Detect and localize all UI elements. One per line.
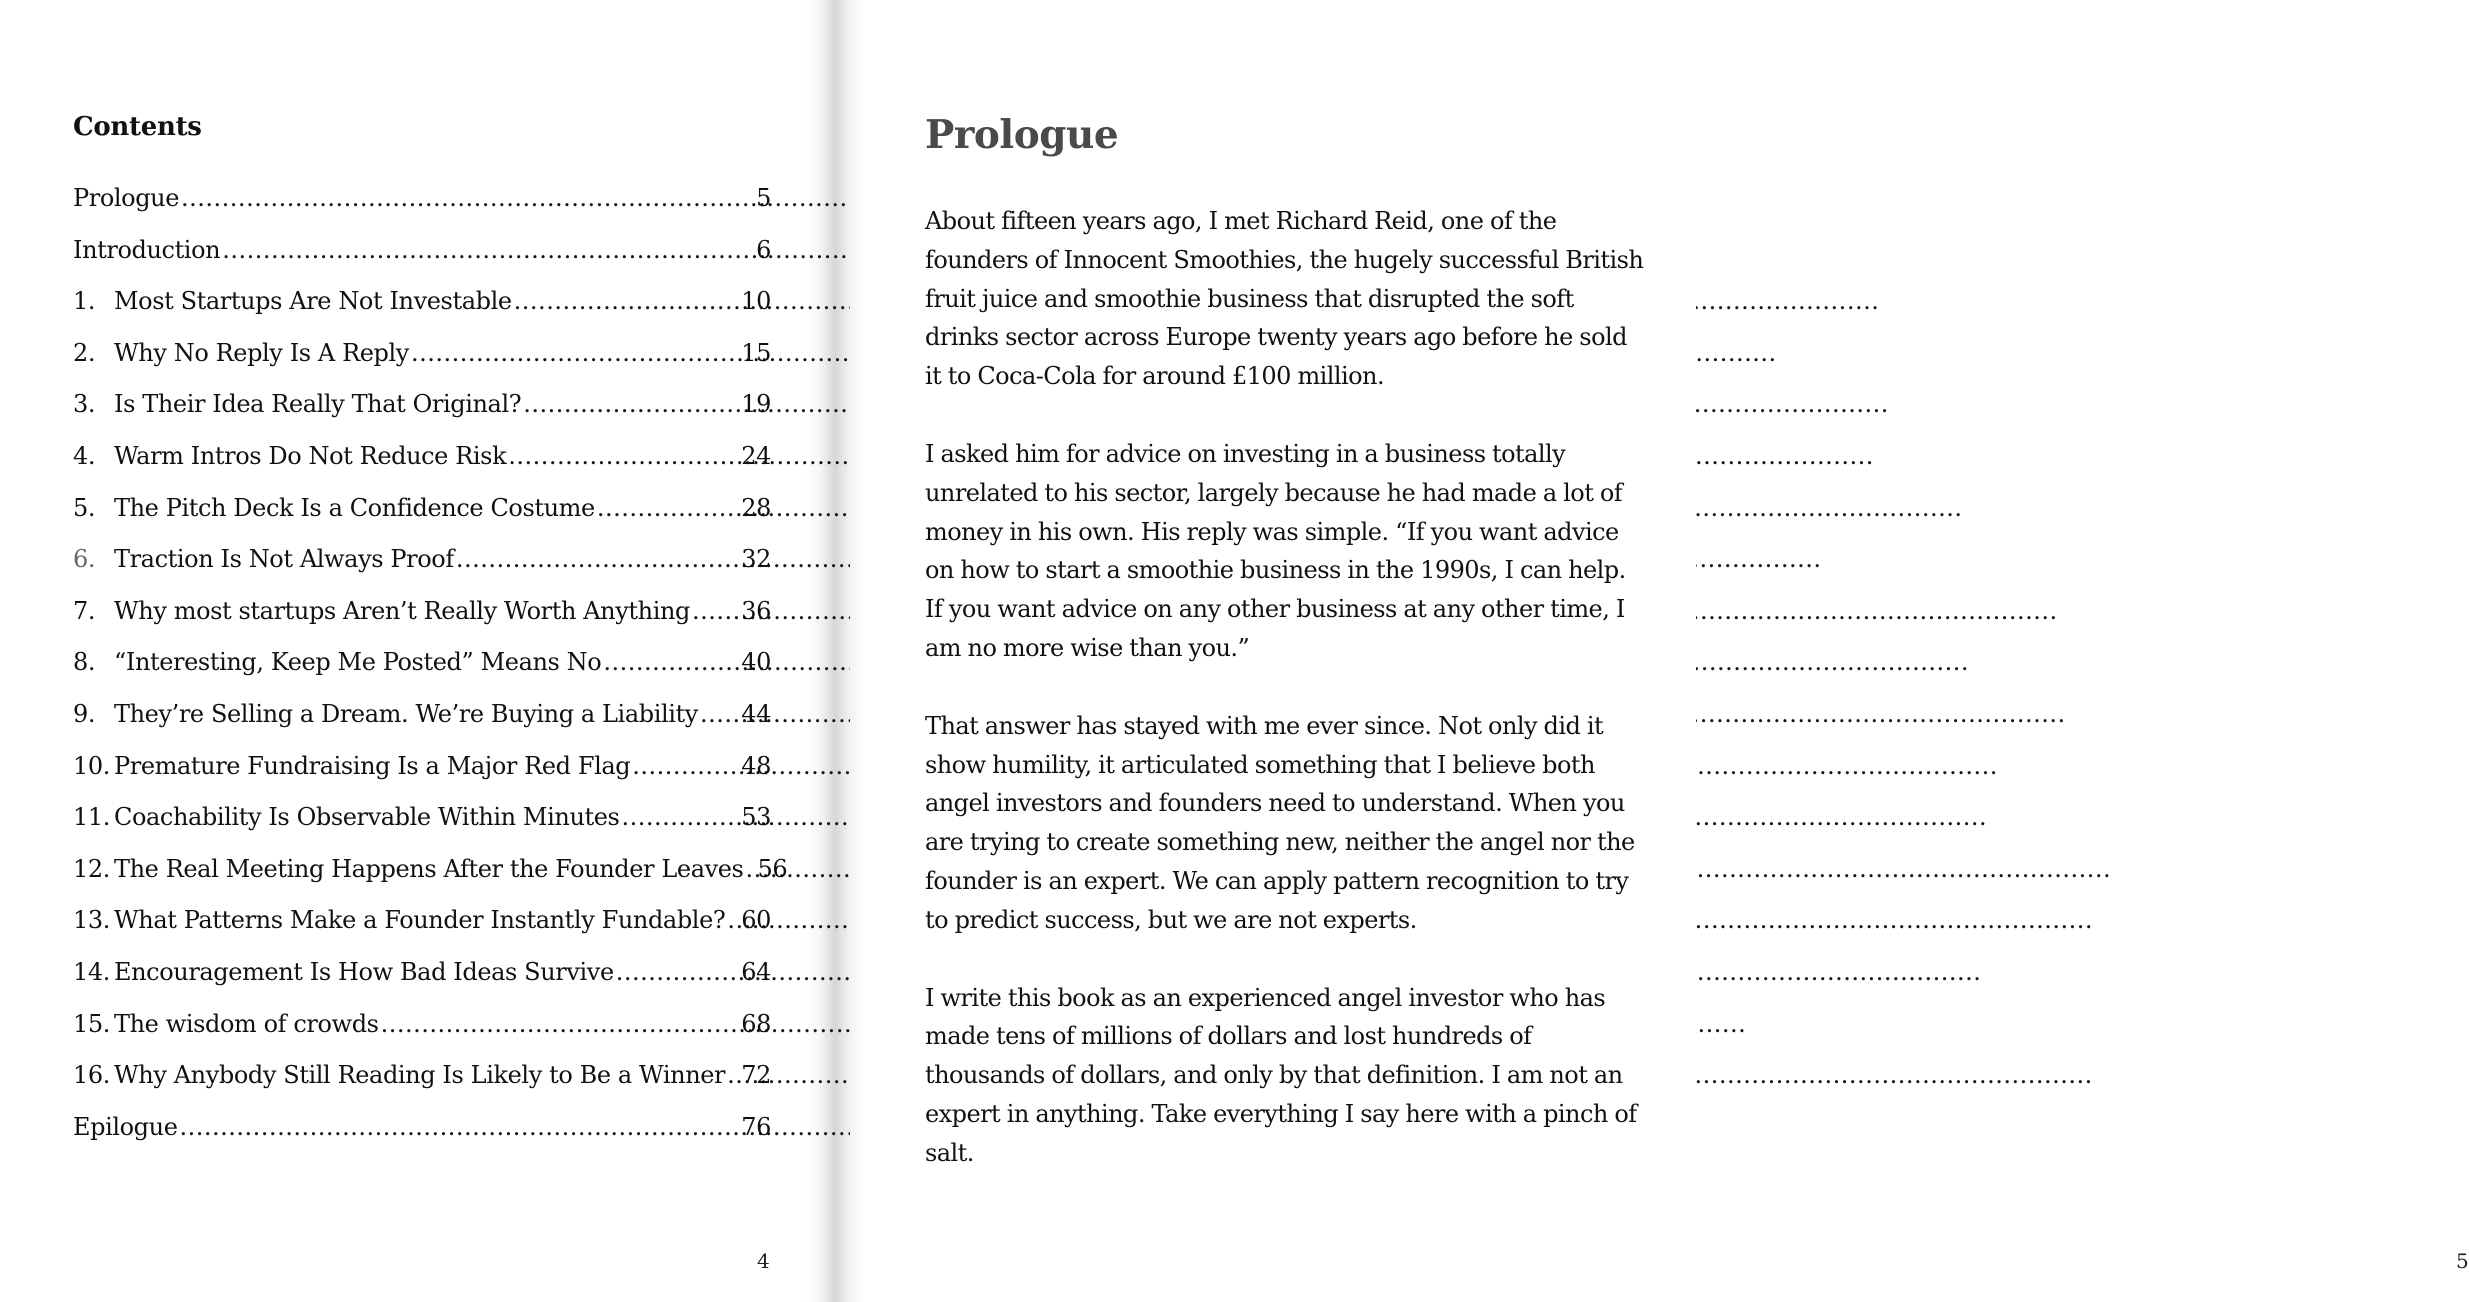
toc-page-number: 60 [741, 906, 771, 935]
toc-title: They’re Selling a Dream. We’re Buying a Liability [114, 699, 698, 728]
page-number-left: 4 [757, 1249, 770, 1273]
toc-number: 4. [73, 441, 96, 470]
table-of-contents [73, 184, 788, 1164]
chapter-title: Prologue [925, 112, 1119, 158]
toc-number: 9. [73, 699, 96, 728]
toc-number: 16. [73, 1061, 110, 1090]
toc-title: Traction Is Not Always Proof [114, 545, 454, 574]
toc-title: Epilogue [73, 1112, 178, 1141]
toc-page-number: 19 [741, 390, 771, 419]
toc-dot-leader [180, 1113, 740, 1141]
toc-dot-leader [381, 1010, 740, 1038]
toc-page-number: 44 [741, 699, 771, 728]
toc-page-number: 48 [741, 751, 771, 780]
toc-entry-chapter-16[interactable] [73, 1061, 771, 1113]
toc-entry-chapter-12[interactable] [73, 854, 788, 907]
toc-entry-chapter-4[interactable] [73, 442, 771, 494]
toc-title: Is Their Idea Really That Original? [114, 390, 522, 419]
toc-number: 3. [73, 390, 96, 419]
toc-title: Warm Intros Do Not Reduce Risk [114, 441, 507, 470]
prologue-body [925, 202, 1645, 1212]
toc-number: 11. [73, 803, 110, 832]
toc-dot-leader [692, 597, 739, 625]
toc-number: 15. [73, 1009, 110, 1038]
paragraph-1: About fifteen years ago, I met Richard Reid, one of the founders of Innocent Smoothies, the hugely successful British fruit juice and smoothie business that disrupted the soft drinks sector across Europe twenty years ago before he sold it to Coca-Cola for around £100 million. [925, 207, 1644, 391]
paragraph-2: I asked him for advice on investing in a business totally unrelated to his sector, largely because he had made a lot of money in his own. His reply was simple. “If you want advice on how to start a smoothie business in the 1990s, I can help. If you want advice on any other business at any other time, I am no more wise than you.” [925, 439, 1626, 662]
toc-dot-leader [603, 648, 739, 676]
toc-number: 13. [73, 906, 110, 935]
contents-heading: Contents [73, 112, 202, 142]
toc-entry-chapter-11[interactable] [73, 803, 771, 855]
toc-page-number: 24 [741, 441, 771, 470]
toc-entry-chapter-8[interactable] [73, 648, 771, 700]
toc-entry-epilogue[interactable] [73, 1113, 771, 1165]
paragraph-3: That answer has stayed with me ever since. Not only did it show humility, it articulated something that I believe both angel investors and founders need to understand. When you are trying to create something new, neither the angel nor the founder is an expert. We can apply pattern recognition to try to predict success, but we are not experts. [925, 711, 1635, 934]
toc-page-number: 5 [756, 184, 771, 212]
toc-entry-chapter-9[interactable] [73, 700, 771, 752]
toc-dot-leader [523, 390, 739, 418]
toc-page-number: 10 [741, 287, 771, 316]
toc-number: 7. [73, 596, 96, 625]
toc-dot-leader [745, 855, 755, 883]
toc-dot-leader [727, 1061, 739, 1089]
toc-title: Coachability Is Observable Within Minutes [114, 803, 620, 832]
toc-page-number: 53 [741, 803, 771, 832]
toc-title: Why Anybody Still Reading Is Likely to Be a Winner [114, 1061, 726, 1090]
toc-number: 6. [73, 545, 96, 574]
toc-page-number: 40 [741, 648, 771, 677]
toc-number: 8. [73, 648, 96, 677]
toc-title: The wisdom of crowds [114, 1009, 379, 1038]
toc-dot-leader [181, 184, 754, 212]
toc-entry-introduction[interactable] [73, 236, 771, 288]
toc-page-number: 76 [741, 1112, 771, 1141]
toc-entry-chapter-5[interactable] [73, 494, 771, 546]
toc-title: The Pitch Deck Is a Confidence Costume [114, 493, 595, 522]
right-page [850, 0, 2469, 1302]
toc-dot-leader [700, 700, 739, 728]
toc-number: 1. [73, 287, 96, 316]
toc-page-number: 72 [741, 1061, 771, 1090]
toc-entry-chapter-13[interactable] [73, 906, 771, 958]
left-page [0, 0, 820, 1302]
toc-entry-chapter-6[interactable] [73, 545, 771, 597]
toc-page-number: 6 [756, 235, 771, 264]
toc-page-number: 68 [741, 1009, 771, 1038]
toc-dot-leader [597, 494, 739, 522]
toc-page-number: 56 [757, 854, 788, 883]
toc-number: 2. [73, 338, 96, 367]
toc-dot-leader [456, 545, 739, 573]
toc-entry-chapter-14[interactable] [73, 958, 771, 1010]
toc-dot-leader [616, 958, 740, 986]
toc-title: Why No Reply Is A Reply [114, 338, 409, 367]
toc-dot-leader [514, 287, 740, 315]
toc-dot-leader [727, 906, 739, 934]
toc-number: 14. [73, 957, 110, 986]
toc-title: What Patterns Make a Founder Instantly Fundable? [114, 906, 726, 935]
paragraph-4: I write this book as an experienced angel investor who has made tens of millions of dollars and lost hundreds of thousands of dollars, and only by that definition. I am not an expert in anything. Take everything I say here with a pinch of salt. [925, 983, 1637, 1167]
toc-dot-leader [632, 752, 739, 780]
toc-dot-leader [411, 339, 739, 367]
toc-entry-chapter-1[interactable] [73, 287, 771, 339]
toc-title: The Real Meeting Happens After the Founder Leaves [114, 854, 744, 883]
toc-entry-chapter-10[interactable] [73, 752, 771, 804]
toc-page-number: 36 [741, 596, 771, 625]
toc-number: 12. [73, 854, 110, 883]
toc-title: Encouragement Is How Bad Ideas Survive [114, 957, 614, 986]
toc-title: Prologue [73, 184, 180, 212]
toc-entry-chapter-2[interactable] [73, 339, 771, 391]
toc-number: 10. [73, 751, 110, 780]
toc-dot-leader [508, 442, 739, 470]
toc-entry-chapter-7[interactable] [73, 597, 771, 649]
toc-page-number: 32 [741, 545, 771, 574]
toc-title: Why most startups Aren’t Really Worth Anything [114, 596, 690, 625]
toc-title: “Interesting, Keep Me Posted” Means No [114, 648, 602, 677]
toc-title: Most Startups Are Not Investable [114, 287, 512, 316]
toc-entry-chapter-3[interactable] [73, 390, 771, 442]
toc-title: Introduction [73, 235, 221, 264]
toc-page-number: 64 [741, 957, 771, 986]
toc-title: Premature Fundraising Is a Major Red Flag [114, 751, 631, 780]
toc-entry-chapter-15[interactable] [73, 1010, 771, 1062]
toc-number: 5. [73, 493, 96, 522]
toc-page-number: 15 [741, 338, 771, 367]
toc-dot-leader [222, 236, 754, 264]
book-gutter-shadow [805, 0, 865, 1302]
toc-page-number: 28 [741, 493, 771, 522]
toc-entry-prologue[interactable] [73, 184, 771, 236]
page-number-right: 5 [2456, 1249, 2469, 1273]
toc-dot-leader [621, 803, 739, 831]
